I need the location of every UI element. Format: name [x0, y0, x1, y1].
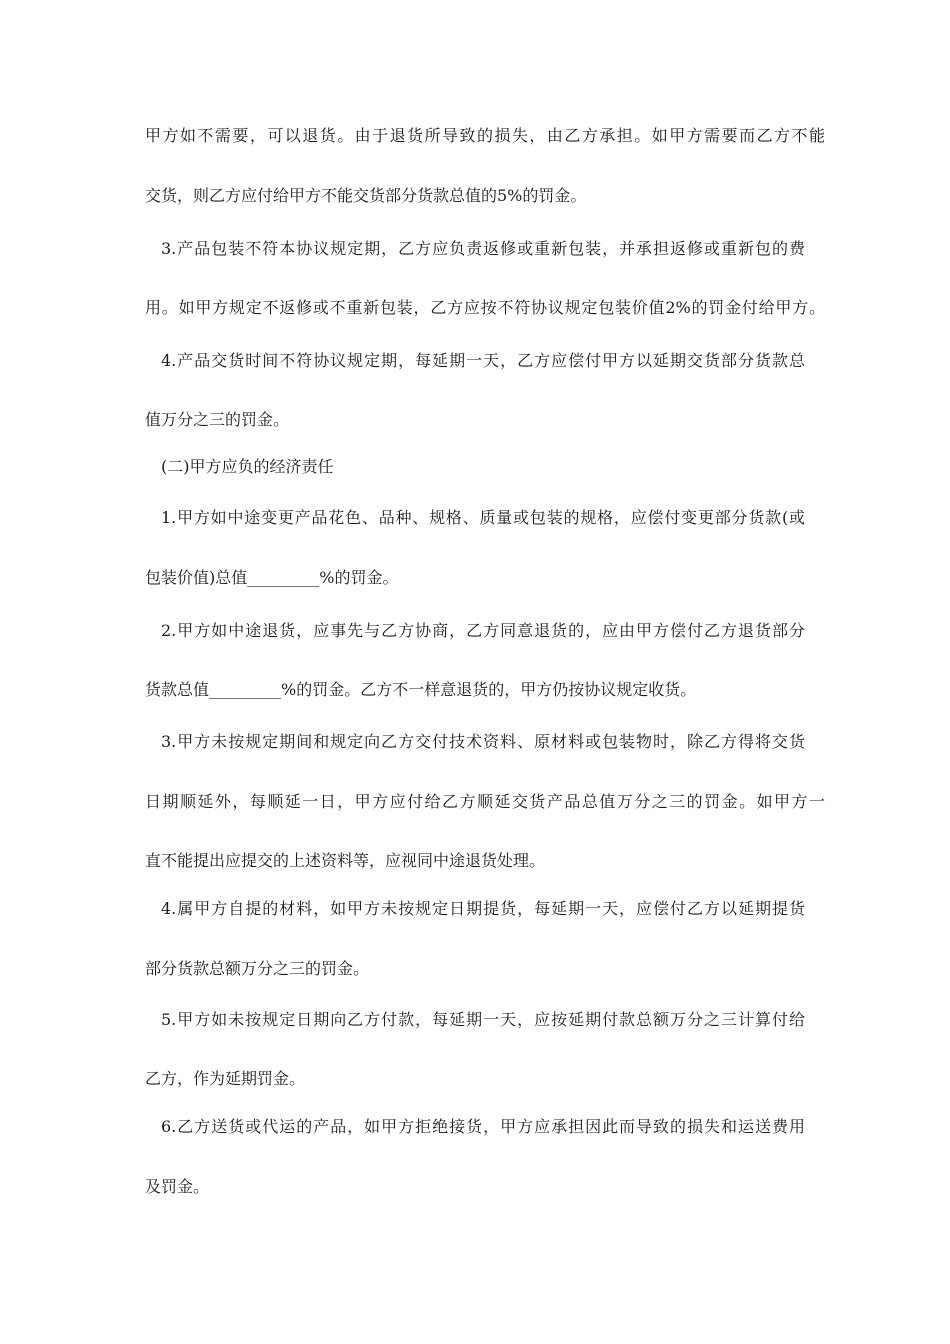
text-line-13: 日期顺延外，每顺延一日，甲方应付给乙方顺延交货产品总值万分之三的罚金。如甲方一 [145, 792, 825, 811]
text-line-12: 3.甲方未按规定期间和规定向乙方交付技术资料、原材料或包装物时，除乙方得将交货 [161, 732, 805, 751]
text-line-16: 部分货款总额万分之三的罚金。 [145, 959, 370, 978]
text-line-15: 4.属甲方自提的材料，如甲方未按规定日期提货，每延期一天，应偿付乙方以延期提货 [161, 899, 805, 918]
text-line-1: 甲方如不需要，可以退货。由于退货所导致的损失，由乙方承担。如甲方需要而乙方不能 [145, 126, 825, 145]
text-line-2: 交货，则乙方应付给甲方不能交货部分货款总值的5%的罚金。 [145, 186, 587, 205]
text-line-4: 用。如甲方规定不返修或不重新包装，乙方应按不符协议规定包装价值2%的罚金付给甲方。 [145, 298, 825, 317]
text-line-9: 包装价值)总值_________%的罚金。 [145, 568, 399, 587]
section-heading: (二)甲方应负的经济责任 [161, 457, 334, 476]
text-line-14: 直不能提出应提交的上述资料等，应视同中途退货处理。 [145, 851, 546, 870]
text-line-10: 2.甲方如中途退货，应事先与乙方协商，乙方同意退货的，应由甲方偿付乙方退货部分 [161, 621, 805, 640]
text-line-8: 1.甲方如中途变更产品花色、品种、规格、质量或包装的规格，应偿付变更部分货款(或 [161, 508, 805, 527]
text-line-6: 值万分之三的罚金。 [145, 410, 290, 429]
text-line-5: 4.产品交货时间不符协议规定期，每延期一天，乙方应偿付甲方以延期交货部分货款总 [161, 351, 805, 370]
text-line-20: 及罚金。 [145, 1177, 210, 1196]
text-line-11: 货款总值_________%的罚金。乙方不一样意退货的，甲方仍按协议规定收货。 [145, 680, 697, 699]
text-line-18: 乙方，作为延期罚金。 [145, 1069, 306, 1088]
text-line-3: 3.产品包装不符本协议规定期，乙方应负责返修或重新包装，并承担返修或重新包的费 [161, 239, 805, 258]
text-line-19: 6.乙方送货或代运的产品，如甲方拒绝接货，甲方应承担因此而导致的损失和运送费用 [161, 1117, 805, 1136]
text-line-17: 5.甲方如未按规定日期向乙方付款，每延期一天，应按延期付款总额万分之三计算付给 [161, 1010, 805, 1029]
